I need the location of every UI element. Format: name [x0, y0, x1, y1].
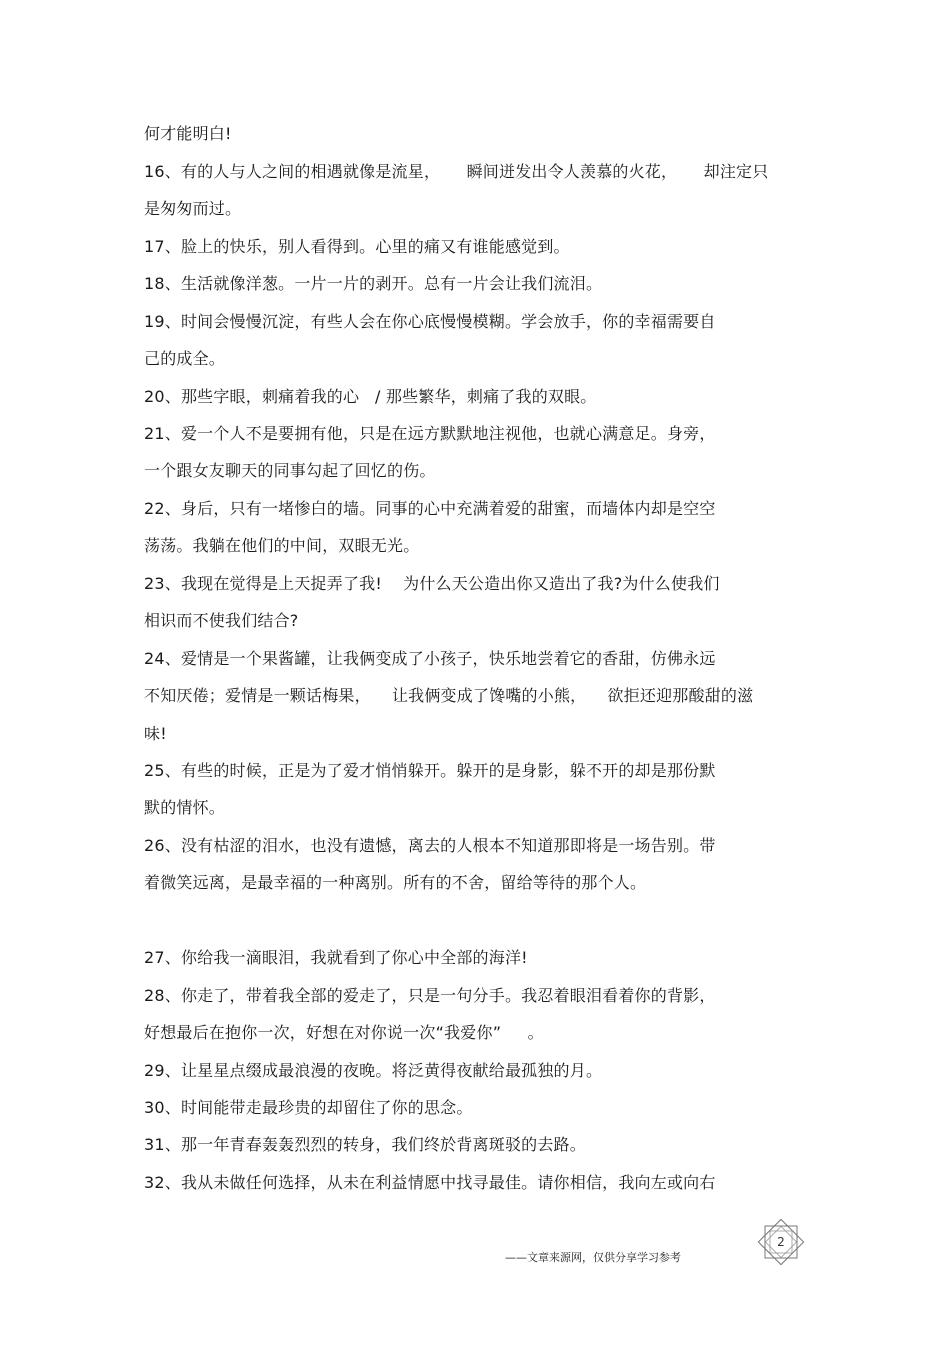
text-line: 24、爱情是一个果酱罐，让我俩变成了小孩子，快乐地尝着它的香甜，仿佛永远 [144, 649, 716, 668]
text-line: 是匆匆而过。 [144, 199, 242, 218]
text-line: 20、那些字眼，刺痛着我的心 / 那些繁华，刺痛了我的双眼。 [144, 387, 597, 406]
text-line: 17、脸上的快乐，别人看得到。心里的痛又有谁能感觉到。 [144, 237, 570, 256]
text-line: 己的成全。 [144, 349, 226, 368]
text-line: 19、时间会慢慢沉淀，有些人会在你心底慢慢模糊。学会放手，你的幸福需要自 [144, 312, 716, 331]
text-line: 22、身后，只有一堵惨白的墙。同事的心中充满着爱的甜蜜，而墙体内却是空空 [144, 499, 716, 518]
page-number-badge [757, 1218, 805, 1266]
source-footer: ——文章来源网，仅供分享学习参考 [505, 1251, 681, 1264]
text-line: 25、有些的时候，正是为了爱才悄悄躲开。躲开的是身影，躲不开的却是那份默 [144, 761, 716, 780]
text-line: 27、你给我一滴眼泪，我就看到了你心中全部的海洋! [144, 948, 528, 967]
text-line: 31、那一年青春轰轰烈烈的转身，我们终於背离斑驳的去路。 [144, 1135, 586, 1154]
text-line: 30、时间能带走最珍贵的却留住了你的思念。 [144, 1098, 473, 1117]
text-line: 23、我现在觉得是上天捉弄了我! 为什么天公造出你又造出了我?为什么使我们 [144, 574, 720, 593]
text-line: 何才能明白! [144, 124, 232, 143]
text-line: 26、没有枯涩的泪水，也没有遗憾，离去的人根本不知道那即将是一场告别。带 [144, 836, 716, 855]
text-line: 荡荡。我躺在他们的中间，双眼无光。 [144, 536, 420, 555]
text-line: 好想最后在抱你一次，好想在对你说一次“我爱你” 。 [144, 1023, 544, 1042]
text-line: 29、让星星点缀成最浪漫的夜晚。将泛黄得夜献给最孤独的月。 [144, 1061, 603, 1080]
text-line: 28、你走了，带着我全部的爱走了，只是一句分手。我忍着眼泪看着你的背影， [144, 986, 716, 1005]
text-line: 味! [144, 724, 167, 743]
text-line: 32、我从未做任何选择，从未在利益情愿中找寻最佳。请你相信，我向左或向右 [144, 1173, 716, 1192]
text-line: 16、有的人与人之间的相遇就像是流星， 瞬间迸发出令人羡慕的火花， 却注定只 [144, 162, 769, 181]
text-line: 18、生活就像洋葱。一片一片的剥开。总有一片会让我们流泪。 [144, 274, 603, 293]
page-number: 2 [777, 1235, 785, 1249]
text-line: 默的情怀。 [144, 798, 226, 817]
text-line: 相识而不使我们结合? [144, 611, 299, 630]
text-line: 着微笑远离，是最幸福的一种离别。所有的不舍，留给等待的那个人。 [144, 873, 647, 892]
text-line: 不知厌倦；爱情是一颗话梅果， 让我俩变成了馋嘴的小熊， 欲拒还迎那酸甜的滋 [144, 686, 754, 705]
text-line: 一个跟女友聊天的同事勾起了回忆的伤。 [144, 461, 436, 480]
text-line: 21、爱一个人不是要拥有他，只是在远方默默地注视他，也就心满意足。身旁， [144, 424, 716, 443]
